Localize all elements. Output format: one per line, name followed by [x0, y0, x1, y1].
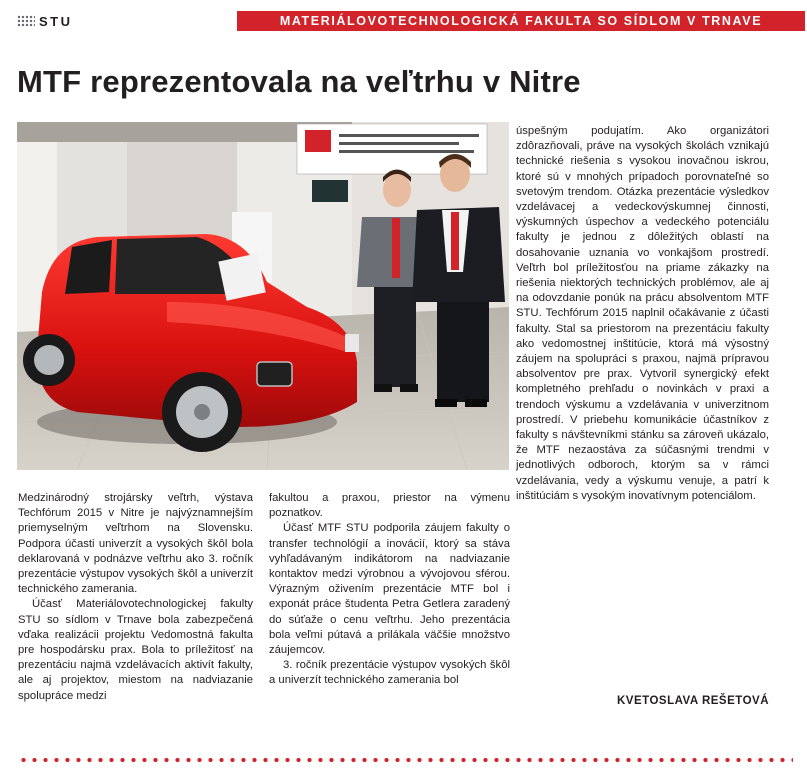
faculty-header-bar: [237, 11, 805, 31]
article-author: KVETOSLAVA REŠETOVÁ: [617, 695, 769, 707]
article-photo: [17, 122, 509, 470]
faculty-name: MATERIÁLOVOTECHNOLOGICKÁ FAKULTA SO SÍDLOM V TRNAVE: [279, 14, 763, 28]
paragraph: 3. ročník prezentácie výstupov vysokých škôl a univerzít technického zamerania bol: [269, 659, 510, 687]
paragraph: Účasť MTF STU podporila záujem fakulty o transfer technológií a inovácií, ktorý sa stáva vyhľadávaným indikátorom na nadviazanie kontaktov medzi výrobnou a vývojovou sférou. Výrazným oživením prezentácie MTF bol i exponát práce študenta Petra Getlera zaradený do súťaže o cenu veľtrhu. Jeho prezentácia bola veľmi pútavá a prilákala väčšie množstvo záujemcov.: [269, 522, 510, 657]
paragraph: Medzinárodný strojársky veľtrh, výstava Techfórum 2015 v Nitre je najvýznamnejším priemyselným veľtrhom na Slovensku. Podpora účasti univerzít a vysokých škôl bola deklarovaná v podnázve veľtrhu ako 3. ročník prezentácie výstupov vysokých škôl a univerzít technického zamerania.: [18, 492, 253, 596]
article-column-1: [18, 491, 253, 704]
paragraph: Účasť Materiálovotechnologickej fakulty STU so sídlom v Trnave bola zabezpečená vďaka realizácii projektu Vedomostná fakulta pre hospodársku prax. Bola to príležitosť na prezentáciu najmä vzdelávacích aktivít fakulty, ale aj projektov, miestom na nadviazanie spolupráce medzi: [18, 598, 253, 702]
paragraph: úspešným podujatím. Ako organizátori zdôrazňovali, práve na vysokých školách vznikajú technické riešenia s vysokou inovačnou iskrou, ktoré sú v mnohých prípadoch porovnateľné so svetovým trendom. Otázka prezentácie výsledkov vzdelávacej a vedeckovýskumnej činnosti, výskumných úspechov a vedeckého potenciálu fakulty je jednou z dôležitých oblastí na dosahovanie uznania vo vonkajšom prostredí. Veľtrh bol príležitosťou na priame zákazky na riešenia niektorých technických problémov, ale aj na odovzdanie ponúk na prácu absolventom MTF STU. Techfórum 2015 naplnil očakávanie z účasti fakulty. Stal sa priestorom na prezentáciu fakulty ako vedomostnej inštitúcie, ktorá má výsostný záujem na spolupráci s praxou, najmä prípravou absolventov pre prax. Vytvoril synergický efekt kompletného prehľadu o novinkách v praxi a trendoch výskumu a vzdelávania v univerzitnom prostredí. V priebehu komunikácie účastníkov z fakulty s návštevníkmi stánku sa zároveň ukázalo, že MTF nezaostáva za súčasnými trendmi v jednotlivých odboroch, ktorým sa v rámci vzdelávania, vedy a výskumu venuje, a patrí k inštitúciám s vysokým inovatívnym potenciálom.: [516, 125, 769, 502]
footer-dotted-divider: [18, 757, 793, 763]
logo-text: STU: [39, 13, 73, 29]
article-title: MTF reprezentovala na veľtrhu v Nitre: [17, 64, 581, 99]
stu-logo: [17, 12, 73, 30]
article-column-3: [516, 124, 769, 504]
article-column-2: [269, 491, 510, 689]
booth-screen: [312, 180, 348, 202]
paragraph: fakultou a praxou, priestor na výmenu poznatkov.: [269, 492, 510, 520]
logo-dots-icon: [17, 15, 35, 27]
